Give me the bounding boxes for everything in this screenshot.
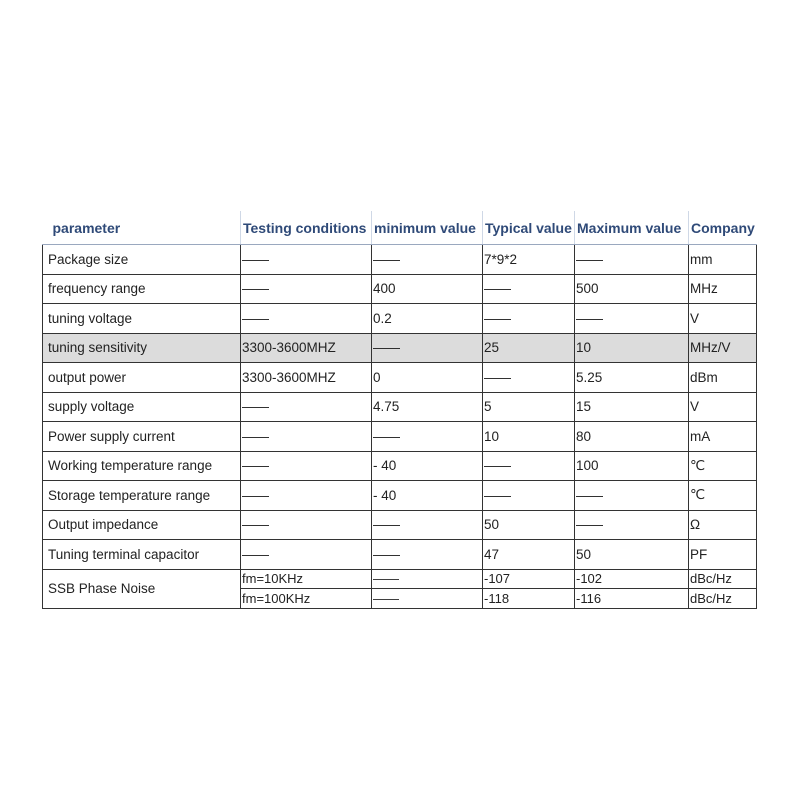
cell-maximum: -102 <box>575 569 689 589</box>
cell-unit: dBc/Hz <box>689 569 757 589</box>
cell-typical: —— <box>483 363 575 393</box>
cell-typical: -118 <box>483 589 575 609</box>
cell-minimum: 400 <box>372 274 483 304</box>
cell-typical: —— <box>483 304 575 334</box>
cell-typical: 7*9*2 <box>483 245 575 275</box>
cell-parameter: Tuning terminal capacitor <box>43 540 241 570</box>
cell-unit: ℃ <box>689 481 757 511</box>
cell-maximum: 10 <box>575 333 689 363</box>
cell-unit: mm <box>689 245 757 275</box>
header-row <box>43 211 757 245</box>
table-row <box>43 245 757 275</box>
cell-maximum: —— <box>575 245 689 275</box>
header-minimum-value: minimum value <box>372 211 483 245</box>
cell-testing-conditions: —— <box>241 274 372 304</box>
cell-maximum: —— <box>575 481 689 511</box>
cell-minimum: —— <box>372 510 483 540</box>
cell-minimum: - 40 <box>372 481 483 511</box>
cell-parameter: supply voltage <box>43 392 241 422</box>
cell-parameter-phase-noise: SSB Phase Noise <box>43 569 241 608</box>
cell-testing-conditions: —— <box>241 481 372 511</box>
header-maximum-value: Maximum value <box>575 211 689 245</box>
cell-unit: MHz <box>689 274 757 304</box>
cell-minimum: —— <box>372 569 483 589</box>
table-row <box>43 481 757 511</box>
table-row <box>43 422 757 452</box>
cell-minimum: 0 <box>372 363 483 393</box>
table-row <box>43 363 757 393</box>
cell-maximum: 80 <box>575 422 689 452</box>
cell-testing-conditions: —— <box>241 422 372 452</box>
cell-testing-conditions: —— <box>241 510 372 540</box>
table-row <box>43 392 757 422</box>
cell-testing-conditions: 3300-3600MHZ <box>241 333 372 363</box>
cell-testing-conditions: fm=100KHz <box>241 589 372 609</box>
cell-unit: dBc/Hz <box>689 589 757 609</box>
cell-parameter: Working temperature range <box>43 451 241 481</box>
table-row <box>43 510 757 540</box>
cell-unit: Ω <box>689 510 757 540</box>
cell-testing-conditions: —— <box>241 392 372 422</box>
cell-minimum: —— <box>372 245 483 275</box>
table-row <box>43 274 757 304</box>
table-row <box>43 304 757 334</box>
cell-typical: -107 <box>483 569 575 589</box>
cell-unit: dBm <box>689 363 757 393</box>
cell-typical: —— <box>483 481 575 511</box>
cell-testing-conditions: —— <box>241 245 372 275</box>
header-testing-conditions: Testing conditions <box>241 211 372 245</box>
cell-maximum: —— <box>575 304 689 334</box>
cell-unit: V <box>689 304 757 334</box>
cell-testing-conditions: fm=10KHz <box>241 569 372 589</box>
cell-parameter: Power supply current <box>43 422 241 452</box>
cell-minimum: - 40 <box>372 451 483 481</box>
cell-minimum: 4.75 <box>372 392 483 422</box>
cell-parameter: tuning voltage <box>43 304 241 334</box>
header-company: Company <box>689 211 757 245</box>
cell-testing-conditions: 3300-3600MHZ <box>241 363 372 393</box>
cell-unit: V <box>689 392 757 422</box>
cell-maximum: 100 <box>575 451 689 481</box>
header-parameter: parameter <box>43 211 241 245</box>
cell-unit: PF <box>689 540 757 570</box>
cell-minimum: —— <box>372 422 483 452</box>
cell-parameter: Storage temperature range <box>43 481 241 511</box>
table-row <box>43 451 757 481</box>
cell-testing-conditions: —— <box>241 540 372 570</box>
cell-typical: 47 <box>483 540 575 570</box>
cell-minimum: —— <box>372 333 483 363</box>
table-row <box>43 540 757 570</box>
cell-parameter: Package size <box>43 245 241 275</box>
cell-minimum: —— <box>372 589 483 609</box>
cell-typical: 5 <box>483 392 575 422</box>
table-row-highlighted <box>43 333 757 363</box>
cell-unit: ℃ <box>689 451 757 481</box>
cell-maximum: 5.25 <box>575 363 689 393</box>
cell-testing-conditions: —— <box>241 451 372 481</box>
cell-maximum: 50 <box>575 540 689 570</box>
header-typical-value: Typical value <box>483 211 575 245</box>
cell-parameter: frequency range <box>43 274 241 304</box>
cell-typical: 50 <box>483 510 575 540</box>
cell-parameter: output power <box>43 363 241 393</box>
cell-typical: —— <box>483 274 575 304</box>
cell-testing-conditions: —— <box>241 304 372 334</box>
cell-unit: mA <box>689 422 757 452</box>
cell-unit: MHz/V <box>689 333 757 363</box>
cell-maximum: -116 <box>575 589 689 609</box>
cell-typical: 10 <box>483 422 575 452</box>
cell-maximum: 15 <box>575 392 689 422</box>
cell-minimum: 0.2 <box>372 304 483 334</box>
spec-table <box>42 211 757 609</box>
cell-minimum: —— <box>372 540 483 570</box>
cell-maximum: —— <box>575 510 689 540</box>
cell-parameter: Output impedance <box>43 510 241 540</box>
cell-maximum: 500 <box>575 274 689 304</box>
table-row-phase-noise-10khz <box>43 569 757 589</box>
cell-parameter: tuning sensitivity <box>43 333 241 363</box>
cell-typical: —— <box>483 451 575 481</box>
cell-typical: 25 <box>483 333 575 363</box>
